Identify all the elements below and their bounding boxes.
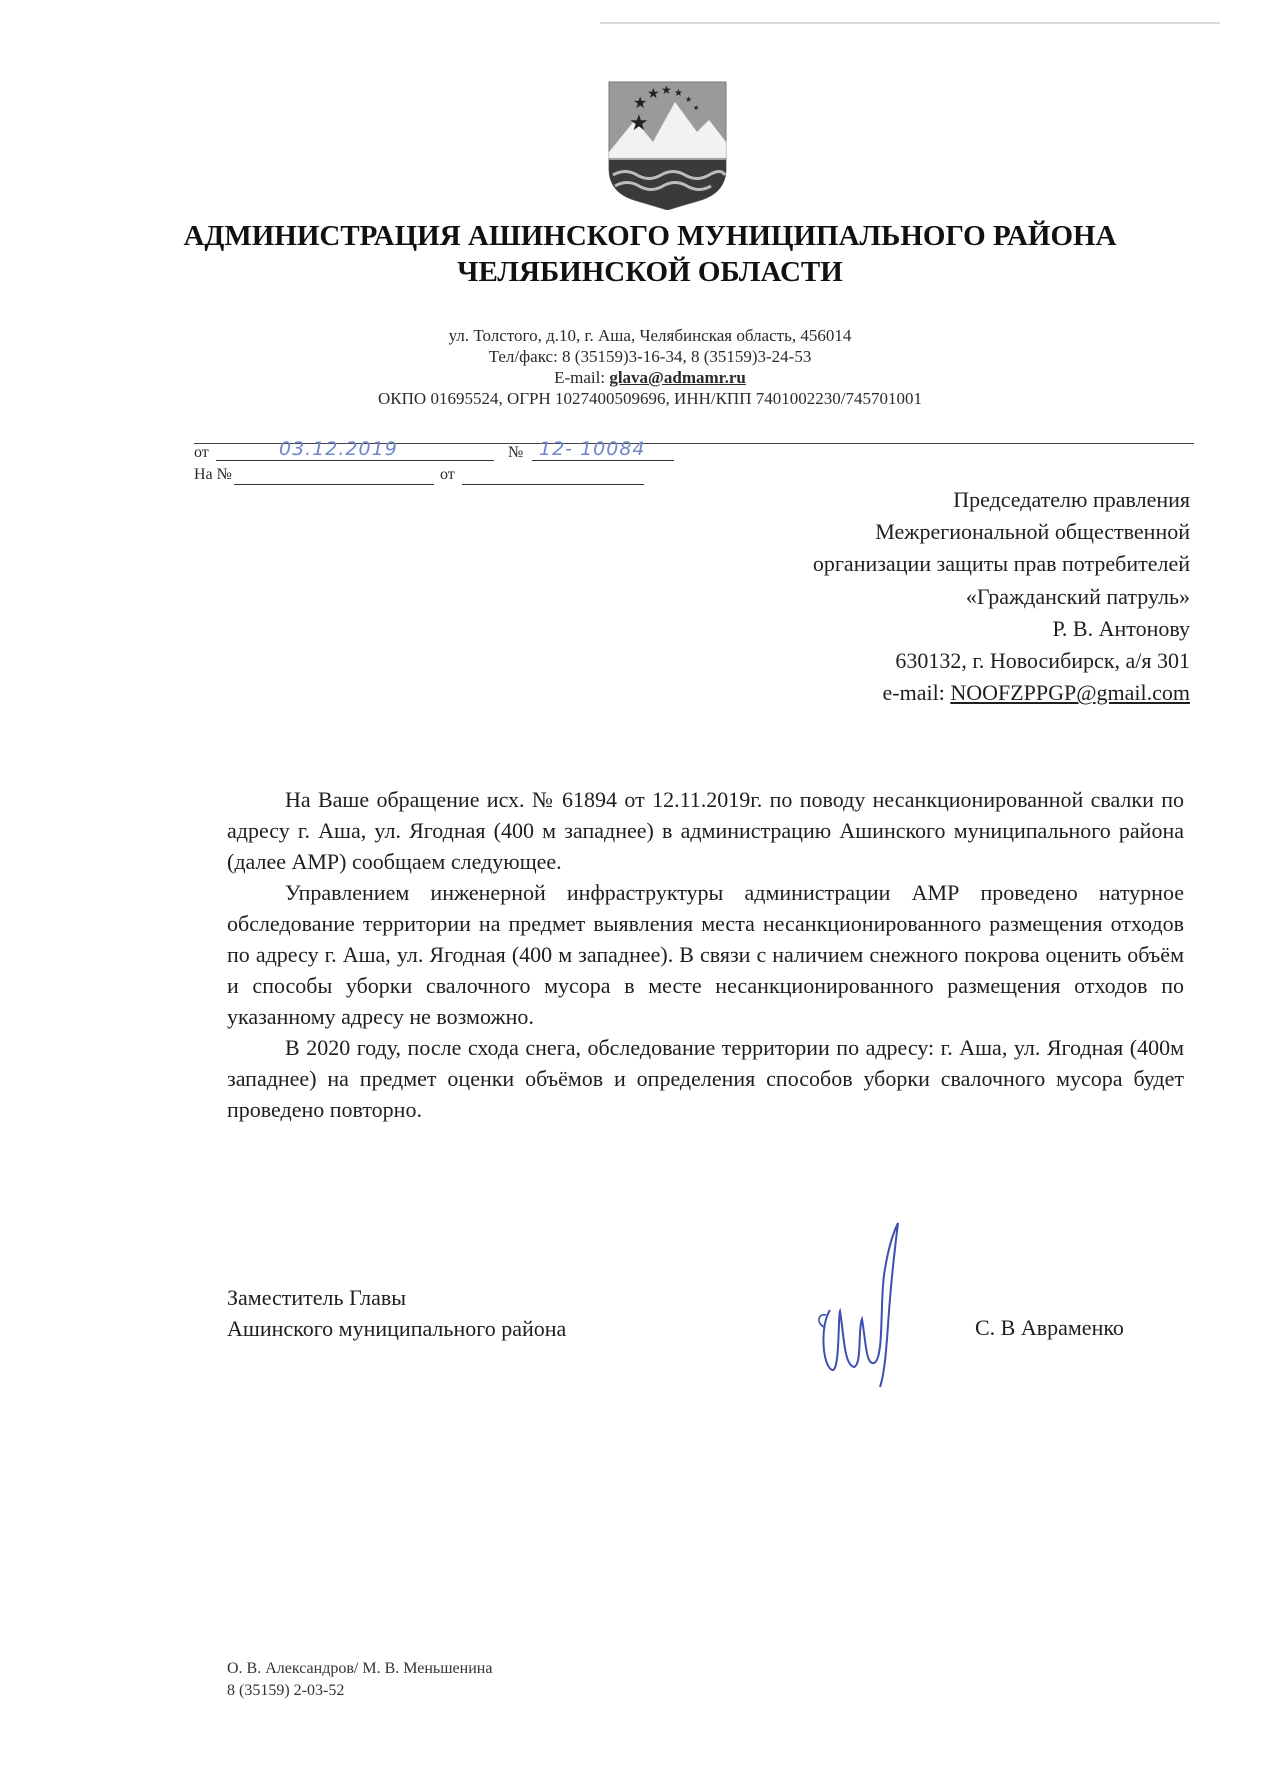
body-paragraph: На Ваше обращение исх. № 61894 от 12.11.2019г. по поводу несанкционированной свалки по адресу г. Аша, ул. Ягодная (400 м западнее) в администрацию Ашинского муниципального района (далее АМР) сообщаем следующее.	[227, 787, 1184, 874]
executor-footer	[227, 1658, 492, 1702]
addressee-email	[590, 677, 1190, 709]
svg-text:★: ★	[629, 111, 649, 136]
addressee-line: Председателю правления	[953, 487, 1190, 512]
addressee-line: 630132, г. Новосибирск, а/я 301	[895, 648, 1190, 674]
organization-name-line1: АДМИНИСТРАЦИЯ АШИНСКОГО МУНИЦИПАЛЬНОГО РАЙОНА	[183, 220, 1117, 252]
addressee-email-link[interactable]: NOOFZPPGP@gmail.com	[950, 680, 1190, 706]
addressee-line: Межрегиональной общественной	[875, 519, 1190, 545]
from-label: от	[194, 444, 209, 461]
svg-text:★: ★	[674, 88, 683, 99]
svg-text:★: ★	[685, 95, 693, 104]
organization-contacts	[200, 325, 1100, 409]
svg-text:★: ★	[633, 93, 648, 112]
body-paragraph: Управлением инженерной инфраструктуры администрации АМР проведено натурное обследование территории на предмет выявления места несанкционированного размещения отходов по адресу г. Аша, ул. Ягодная (400 м западнее). В связи с наличием снежного покрова оценить объём и способы уборки свалочного мусора в месте несанкционированного размещения отходов по указанному адресу не возможно.	[227, 880, 1184, 1029]
scan-edge-line	[600, 22, 1220, 24]
reply-from-label: от	[440, 466, 455, 483]
signatory-title-line2: Ашинского муниципального района	[227, 1316, 567, 1341]
coat-of-arms-emblem	[605, 80, 730, 210]
signatory-name: С. В Авраменко	[975, 1315, 1124, 1340]
number-label: №	[508, 444, 524, 461]
org-phone: Тел/факс: 8 (35159)3-16-34, 8 (35159)3-24-53	[488, 347, 812, 366]
addressee-line: «Гражданский патруль»	[965, 583, 1190, 609]
reply-date-underline	[462, 466, 644, 485]
handwritten-number: 12- 10084	[539, 438, 646, 460]
outgoing-registration	[194, 440, 674, 464]
reply-registration	[194, 464, 654, 488]
svg-text:★: ★	[661, 83, 672, 97]
org-email-link[interactable]: glava@admamr.ru	[609, 368, 746, 387]
reply-to-label: На №	[194, 466, 232, 483]
organization-name	[150, 218, 1150, 290]
org-email	[200, 367, 1100, 388]
executor-phone: 8 (35159) 2-03-52	[227, 1682, 345, 1699]
signatory-title	[227, 1282, 566, 1344]
executor-names: О. В. Александров/ М. В. Меньшенина	[227, 1660, 493, 1677]
org-email-label: E-mail:	[554, 368, 610, 387]
letter-body	[227, 784, 1184, 1125]
signatory-title-line1: Заместитель Главы	[227, 1285, 407, 1310]
addressee-block	[590, 484, 1190, 709]
addressee-line: Р. В. Антонову	[1052, 615, 1190, 641]
organization-name-line2: ЧЕЛЯБИНСКОЙ ОБЛАСТИ	[457, 256, 843, 288]
reply-number-underline	[234, 466, 434, 485]
handwritten-signature	[810, 1215, 910, 1390]
svg-text:★: ★	[693, 104, 700, 112]
handwritten-date: 03.12.2019	[279, 438, 398, 460]
org-codes: ОКПО 01695524, ОГРН 1027400509696, ИНН/КПП 7401002230/745701001	[378, 389, 922, 408]
addressee-line: организации защиты прав потребителей	[812, 551, 1190, 577]
addressee-email-label: e-mail:	[882, 680, 951, 706]
body-paragraph: В 2020 году, после схода снега, обследование территории по адресу: г. Аша, ул. Ягодная (400м западнее) на предмет оценки объёмов и определения способов уборки свалочного мусора будет проведено повторно.	[227, 1035, 1184, 1122]
org-address: ул. Толстого, д.10, г. Аша, Челябинская область, 456014	[448, 326, 852, 345]
svg-text:★: ★	[647, 86, 660, 102]
